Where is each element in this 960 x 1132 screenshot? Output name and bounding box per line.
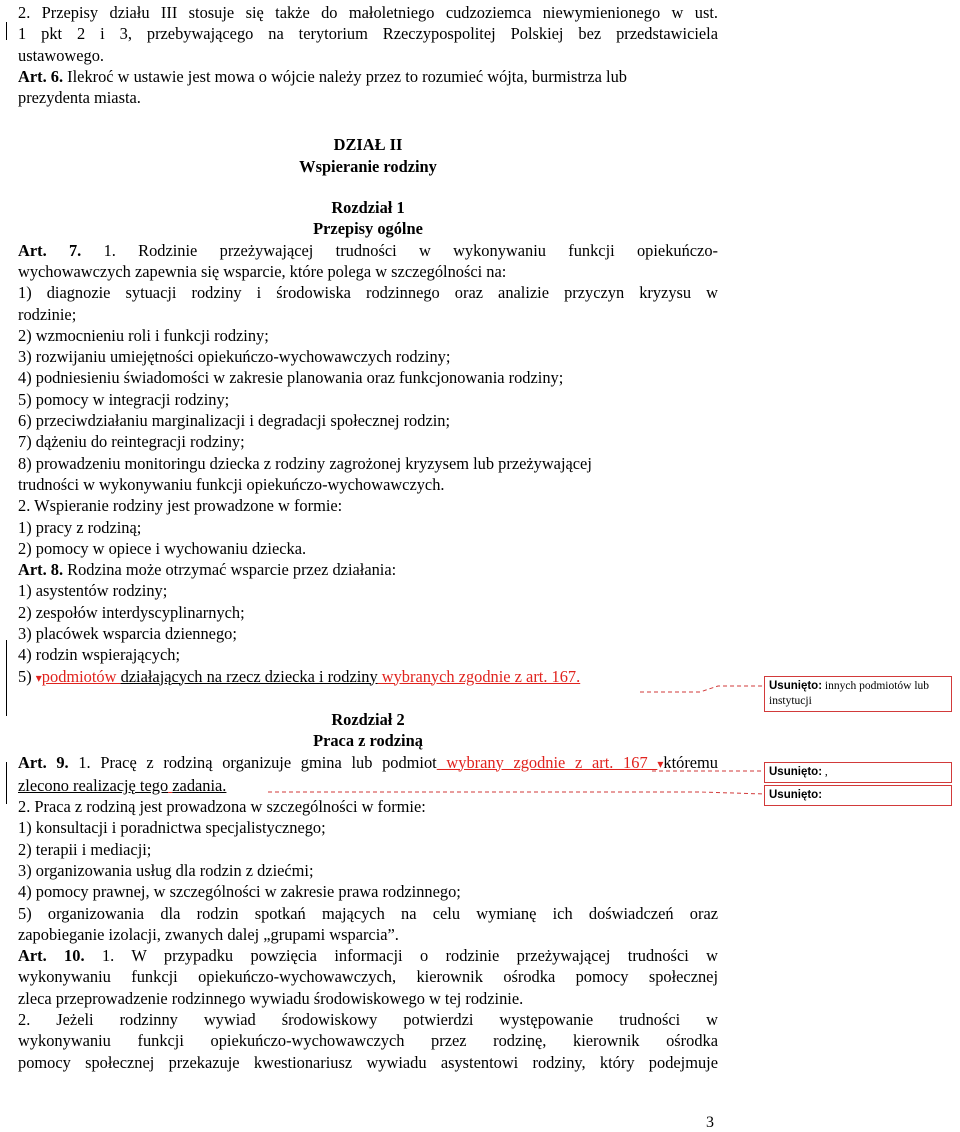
chapter-heading: Rozdział 2 — [331, 709, 405, 729]
list-item: 5) ▾podmiotów działających na rzecz dziecka i rodziny wybranych zgodnie z art. 167. — [18, 666, 581, 686]
change-bar — [6, 22, 7, 40]
text-line: ustawowego. — [18, 45, 105, 65]
note-label: Usunięto: — [769, 766, 823, 778]
text-line: prezydenta miasta. — [18, 88, 141, 108]
chapter-heading: Rozdział 1 — [331, 198, 405, 218]
division-heading: DZIAŁ II — [333, 135, 403, 155]
text-line: Art. 8. Rodzina może otrzymać wsparcie przez działania: — [18, 560, 397, 580]
text-line: zapobieganie izolacji, zwanych dalej „grupami wsparcia”. — [18, 924, 399, 944]
article-number: Art. 10. — [18, 946, 85, 966]
list-item: 2) zespołów interdyscyplinarnych; — [18, 602, 245, 622]
document-body — [18, 2, 718, 1073]
inserted-text: wybrany zgodnie z art. 167 — [436, 752, 658, 772]
list-item: 1) konsultacji i poradnictwa specjalistycznego; — [18, 818, 326, 838]
change-bar — [6, 640, 7, 716]
article-number: Art. 6. — [18, 66, 64, 86]
list-item: 5) pomocy w integracji rodziny; — [18, 389, 230, 409]
inserted-text: podmiotów — [41, 666, 121, 686]
article-number: Art. 7. — [18, 240, 82, 260]
inserted-text: wybranych zgodnie z art. 167. — [377, 666, 581, 686]
page-number: 3 — [706, 1114, 714, 1131]
text-line: 2. Jeżeli rodzinny wywiad środowiskowy potwierdzi występowanie trudności w — [18, 1010, 718, 1030]
text-line: Art. 7. 1. Rodzinie przeżywającej trudności w wykonywaniu funkcji opiekuńczo- — [18, 240, 718, 260]
chapter-title: Praca z rodziną — [313, 731, 423, 751]
text-line: 2. Przepisy działu III stosuje się także do małoletniego cudzoziemca niewymienionego w ust. — [18, 3, 718, 22]
text-line: wykonywaniu funkcji opiekuńczo-wychowawczych, kierownik ośrodka pomocy społecznej — [18, 967, 718, 987]
text-line: 2. Wspieranie rodziny jest prowadzone w formie: — [18, 496, 343, 516]
list-item: 1) pracy z rodziną; — [18, 517, 142, 537]
list-item: 6) przeciwdziałaniu marginalizacji i degradacji społecznej rodzin; — [18, 411, 451, 431]
text-line: wykonywaniu funkcji opiekuńczo-wychowawczych przez rodzinę, kierownik ośrodka — [18, 1031, 718, 1051]
text-line: Art. 9. 1. Pracę z rodziną organizuje gmina lub podmiot wybrany zgodnie z art. 167 ▾któremu — [18, 752, 718, 772]
list-item: 7) dążeniu do reintegracji rodziny; — [18, 432, 245, 452]
text-line: 2. Praca z rodziną jest prowadzona w szczególności w formie: — [18, 797, 426, 817]
list-item: 1) asystentów rodziny; — [18, 581, 168, 601]
list-item: 3) placówek wsparcia dziennego; — [18, 624, 237, 644]
text-line: zleca przeprowadzenie rodzinnego wywiadu środowiskowego w tej rodzinie. — [18, 988, 524, 1008]
revision-note[interactable] — [764, 676, 952, 712]
list-item: 2) wzmocnieniu roli i funkcji rodziny; — [18, 325, 269, 345]
text-line: wychowawczych zapewnia się wsparcie, które polega w szczególności na: — [18, 261, 507, 281]
list-item: 8) prowadzeniu monitoringu dziecka z rodziny zagrożonej kryzysem lub przeżywającej — [18, 453, 592, 473]
change-bar — [6, 762, 7, 804]
article-number: Art. 8. — [18, 560, 64, 580]
list-item: 3) organizowania usług dla rodzin z dziećmi; — [18, 860, 314, 880]
revision-note[interactable] — [764, 785, 952, 806]
text-line: 1 pkt 2 i 3, przebywającego na terytorium Rzeczypospolitej Polskiej bez przedstawiciela — [18, 24, 718, 44]
list-item: 1) diagnozie sytuacji rodziny i środowiska rodzinnego oraz analizie przyczyn kryzysu w — [18, 283, 718, 303]
list-item: 2) pomocy w opiece i wychowaniu dziecka. — [18, 538, 307, 558]
list-item: 4) pomocy prawnej, w szczególności w zakresie prawa rodzinnego; — [18, 882, 461, 902]
list-item: 2) terapii i mediacji; — [18, 839, 152, 859]
list-item: 4) rodzin wspierających; — [18, 645, 181, 665]
text-line: zlecono realizację tego zadania. — [18, 775, 227, 795]
note-text: innych podmiotów lub instytucji — [769, 680, 930, 707]
note-text: , — [822, 766, 828, 778]
deletion-caret: ▾ — [35, 670, 42, 685]
list-item: 3) rozwijaniu umiejętności opiekuńczo-wychowawczych rodziny; — [18, 347, 451, 367]
text-line: Art. 10. 1. W przypadku powzięcia informacji o rodzinie przeżywającej trudności w — [18, 946, 718, 966]
revision-note[interactable] — [764, 762, 952, 783]
text-line: trudności w wykonywaniu funkcji opiekuńczo-wychowawczych. — [18, 474, 445, 494]
text-line: rodzinie; — [18, 304, 77, 324]
list-item: 5) organizowania dla rodzin spotkań mających na celu wymianę ich doświadczeń oraz — [18, 903, 718, 923]
deletion-caret: ▾ — [657, 756, 664, 771]
text-line: Art. 6. Ilekroć w ustawie jest mowa o wójcie należy przez to rozumieć wójta, burmistrza lub — [18, 66, 627, 86]
text-line: pomocy społecznej przekazuje kwestionariusz wywiadu asystentowi rodziny, który podejmuje — [18, 1052, 718, 1072]
division-title: Wspieranie rodziny — [299, 156, 437, 176]
note-label: Usunięto: — [769, 680, 823, 692]
article-number: Art. 9. — [18, 752, 69, 772]
note-label: Usunięto: — [769, 789, 823, 801]
list-item: 4) podniesieniu świadomości w zakresie planowania oraz funkcjonowania rodziny; — [18, 368, 564, 388]
chapter-title: Przepisy ogólne — [313, 219, 423, 239]
